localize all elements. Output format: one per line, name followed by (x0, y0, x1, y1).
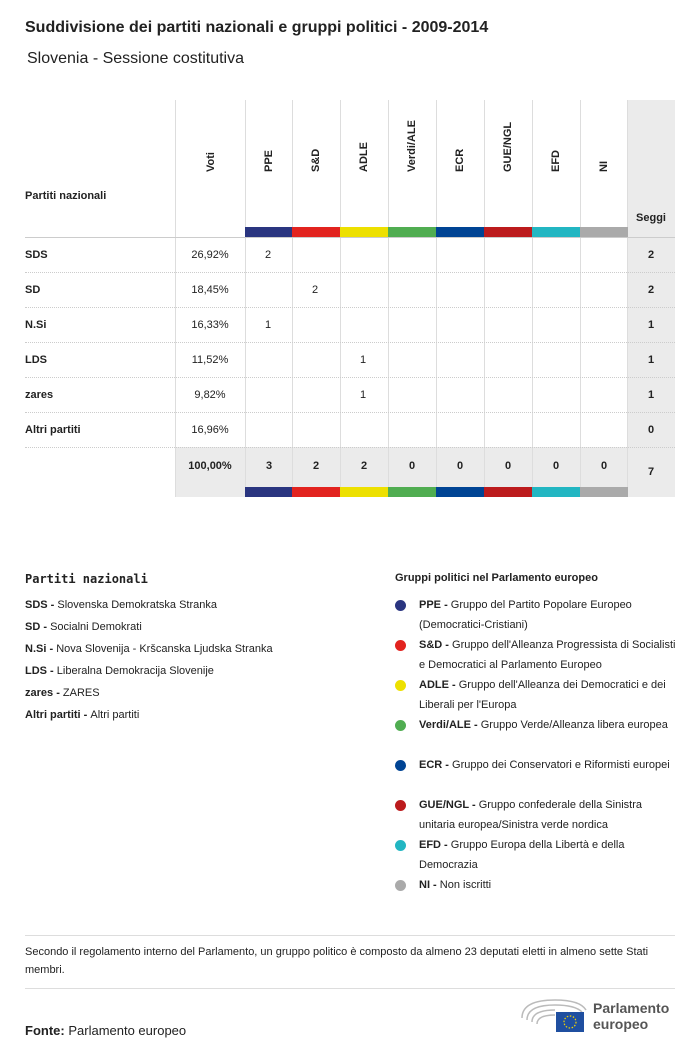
row-seat (580, 342, 628, 377)
row-seat (388, 342, 436, 377)
group-color-bar (436, 487, 484, 497)
party-name: Slovenska Demokratska Stranka (57, 599, 217, 611)
legend-group-item: NI - Non iscritti (419, 879, 492, 891)
row-seat (340, 412, 388, 447)
party-name: Altri partiti (90, 709, 140, 721)
row-seat (532, 412, 580, 447)
row-seat (436, 342, 484, 377)
row-seat: 2 (312, 283, 319, 296)
divider (25, 988, 675, 989)
row-seat (292, 307, 340, 342)
row-total-seats: 2 (647, 248, 655, 261)
group-color-dot-icon (395, 640, 406, 651)
row-seat (436, 272, 484, 307)
source-value: Parlamento europeo (68, 1023, 187, 1038)
party-abbr: LDS (25, 665, 47, 677)
group-name: Gruppo confederale della Sinistra unitaria europea/Sinistra verde nordica (419, 799, 642, 831)
row-total-seats: 0 (647, 423, 655, 436)
row-seat (484, 307, 532, 342)
row-seat (245, 272, 293, 307)
group-color-bar (340, 487, 388, 497)
row-seat (245, 377, 293, 412)
party-abbr: SD (25, 621, 41, 633)
group-abbr: ECR (419, 759, 443, 771)
group-color-dot-icon (395, 760, 406, 771)
row-seat (484, 272, 532, 307)
row-total-seats: 1 (647, 388, 655, 401)
legend-group-item: PPE - Gruppo del Partito Popolare Europeo (Democratici-Cristiani) (419, 599, 632, 631)
row-seat (580, 307, 628, 342)
row-seat (292, 377, 340, 412)
source-label: Fonte: (25, 1023, 65, 1038)
row-seat (388, 272, 436, 307)
group-name: Gruppo Europa della Libertà e della Democrazia (419, 839, 625, 871)
row-seat (484, 377, 532, 412)
group-header-5: GUE/NGL (502, 121, 514, 172)
total-votes: 100,00% (188, 460, 232, 472)
total-group-seats: 0 (408, 460, 416, 472)
row-votes: 9,82% (194, 388, 226, 401)
row-seat (532, 342, 580, 377)
row-party: Altri partiti (25, 423, 81, 436)
row-seat (484, 237, 532, 272)
row-seat (388, 237, 436, 272)
group-color-dot-icon (395, 880, 406, 891)
group-color-bar (580, 227, 628, 237)
party-column-header: Partiti nazionali (25, 190, 107, 202)
row-seat (580, 412, 628, 447)
party-name: ZARES (62, 687, 100, 699)
logo-text: Parlamento europeo (593, 1000, 670, 1032)
total-group-seats: 0 (456, 460, 464, 472)
row-seat: 1 (360, 388, 367, 401)
source (25, 1023, 186, 1038)
seats-column-header: Seggi (636, 212, 666, 224)
votes-column-header: Voti (205, 152, 217, 172)
group-header-6: EFD (550, 150, 562, 172)
party-name: Nova Slovenija - Kršcanska Ljudska Stranka (56, 643, 273, 655)
row-party: SDS (25, 248, 48, 261)
group-color-dot-icon (395, 680, 406, 691)
group-color-bar (388, 487, 436, 497)
row-party: zares (25, 388, 54, 401)
row-seat (388, 412, 436, 447)
group-header-3: Verdi/ALE (406, 120, 418, 172)
row-seat (436, 412, 484, 447)
legend-title: Partiti nazionali (25, 572, 148, 586)
group-color-bar (340, 227, 388, 237)
legend-group-item: EFD - Gruppo Europa della Libertà e della Democrazia (419, 839, 625, 871)
row-seat: 2 (265, 248, 272, 261)
row-seat: 1 (360, 353, 367, 366)
total-group-seats: 2 (312, 460, 320, 472)
group-color-dot-icon (395, 600, 406, 611)
legend-party-item: LDS - Liberalna Demokracija Slovenije (25, 665, 214, 677)
group-abbr: ADLE (419, 679, 449, 691)
row-party: SD (25, 283, 41, 296)
party-name: Socialni Demokrati (50, 621, 142, 633)
row-seat (388, 377, 436, 412)
legend-group-item: ECR - Gruppo dei Conservatori e Riformisti europei (419, 759, 670, 771)
grand-total-seats: 7 (647, 466, 655, 478)
row-votes: 18,45% (191, 283, 229, 296)
party-abbr: zares (25, 687, 54, 699)
legend-party-item: SDS - Slovenska Demokratska Stranka (25, 599, 217, 611)
group-color-dot-icon (395, 840, 406, 851)
row-seat (292, 412, 340, 447)
row-seat (532, 377, 580, 412)
group-abbr: S&D (419, 639, 443, 651)
row-seat (532, 272, 580, 307)
row-seat (532, 307, 580, 342)
divider (25, 935, 675, 936)
group-header-2: ADLE (358, 142, 370, 172)
party-abbr: SDS (25, 599, 48, 611)
legend-party-item: zares - ZARES (25, 687, 100, 699)
row-total-seats: 2 (647, 283, 655, 296)
row-seat (580, 272, 628, 307)
group-abbr: Verdi/ALE (419, 719, 471, 731)
parliament-logo (520, 996, 680, 1036)
row-seat (484, 342, 532, 377)
row-seat (532, 237, 580, 272)
row-seat (340, 272, 388, 307)
group-header-1: S&D (310, 148, 322, 172)
row-votes: 26,92% (191, 248, 229, 261)
legend-group-item: GUE/NGL - Gruppo confederale della Sinistra unitaria europea/Sinistra verde nordica (419, 799, 642, 831)
group-name: Gruppo dell'Alleanza dei Democratici e dei Liberali per l'Europa (419, 679, 666, 711)
row-seat (580, 237, 628, 272)
row-total-seats: 1 (647, 318, 655, 331)
group-name: Gruppo dell'Alleanza Progressista di Socialisti e Democratici al Parlamento Europeo (419, 639, 676, 671)
row-seat (580, 377, 628, 412)
group-header-0: PPE (263, 149, 275, 172)
row-seat (436, 377, 484, 412)
page-title: Suddivisione dei partiti nazionali e gruppi politici - 2009-2014 (25, 19, 489, 36)
row-seat (292, 342, 340, 377)
party-name: Liberalna Demokracija Slovenije (56, 665, 214, 677)
group-abbr: GUE/NGL (419, 799, 469, 811)
row-votes: 16,33% (191, 318, 229, 331)
group-color-bar (292, 487, 340, 497)
group-color-bar (436, 227, 484, 237)
total-group-seats: 2 (360, 460, 368, 472)
group-color-dot-icon (395, 800, 406, 811)
group-color-bar (532, 487, 580, 497)
legend-group-item: Verdi/ALE - Gruppo Verde/Alleanza libera europea (419, 719, 668, 731)
row-seat (484, 412, 532, 447)
row-votes: 16,96% (191, 423, 229, 436)
row-seat (340, 237, 388, 272)
group-abbr: EFD (419, 839, 441, 851)
party-abbr: Altri partiti (25, 709, 81, 721)
row-seat (292, 237, 340, 272)
group-color-bar (580, 487, 628, 497)
total-group-seats: 0 (552, 460, 560, 472)
row-party: N.Si (25, 318, 47, 331)
legend-party-item: N.Si - Nova Slovenija - Kršcanska Ljudska Stranka (25, 643, 273, 655)
group-name: Non iscritti (439, 879, 492, 891)
group-header-7: NI (598, 161, 610, 172)
group-color-bar (484, 487, 532, 497)
group-color-bar (388, 227, 436, 237)
group-color-bar (245, 227, 293, 237)
group-color-dot-icon (395, 720, 406, 731)
row-seat (436, 307, 484, 342)
row-seat (436, 237, 484, 272)
row-seat (245, 412, 293, 447)
total-group-seats: 3 (265, 460, 273, 472)
group-color-bar (484, 227, 532, 237)
footnote: Secondo il regolamento interno del Parlamento, un gruppo politico è composto da almeno 23 deputati eletti in almeno sette Stati membri. (25, 946, 649, 976)
group-abbr: PPE (419, 599, 442, 611)
total-group-seats: 0 (504, 460, 512, 472)
row-seat: 1 (265, 318, 272, 331)
total-group-seats: 0 (600, 460, 608, 472)
party-abbr: N.Si (25, 643, 47, 655)
legend-party-item: Altri partiti - Altri partiti (25, 709, 140, 721)
group-name: Gruppo del Partito Popolare Europeo (Democratici-Cristiani) (419, 599, 632, 631)
group-abbr: NI (419, 879, 430, 891)
legend-title: Gruppi politici nel Parlamento europeo (395, 572, 598, 584)
row-party: LDS (25, 353, 47, 366)
group-header-4: ECR (454, 148, 466, 172)
group-color-bar (292, 227, 340, 237)
group-color-bar (245, 487, 293, 497)
row-votes: 11,52% (191, 353, 229, 366)
group-color-bar (532, 227, 580, 237)
group-name: Gruppo Verde/Alleanza libera europea (480, 719, 668, 731)
legend-group-item: ADLE - Gruppo dell'Alleanza dei Democratici e dei Liberali per l'Europa (419, 679, 666, 711)
group-name: Gruppo dei Conservatori e Riformisti europei (452, 759, 670, 771)
hemicycle-eu-flag-icon (520, 996, 590, 1036)
legend-party-item: SD - Socialni Demokrati (25, 621, 142, 633)
row-seat (388, 307, 436, 342)
legend-group-item: S&D - Gruppo dell'Alleanza Progressista di Socialisti e Democratici al Parlamento Europeo (419, 639, 676, 671)
row-seat (340, 307, 388, 342)
page-subtitle: Slovenia - Sessione costitutiva (27, 50, 244, 67)
row-total-seats: 1 (647, 353, 655, 366)
row-seat (245, 342, 293, 377)
